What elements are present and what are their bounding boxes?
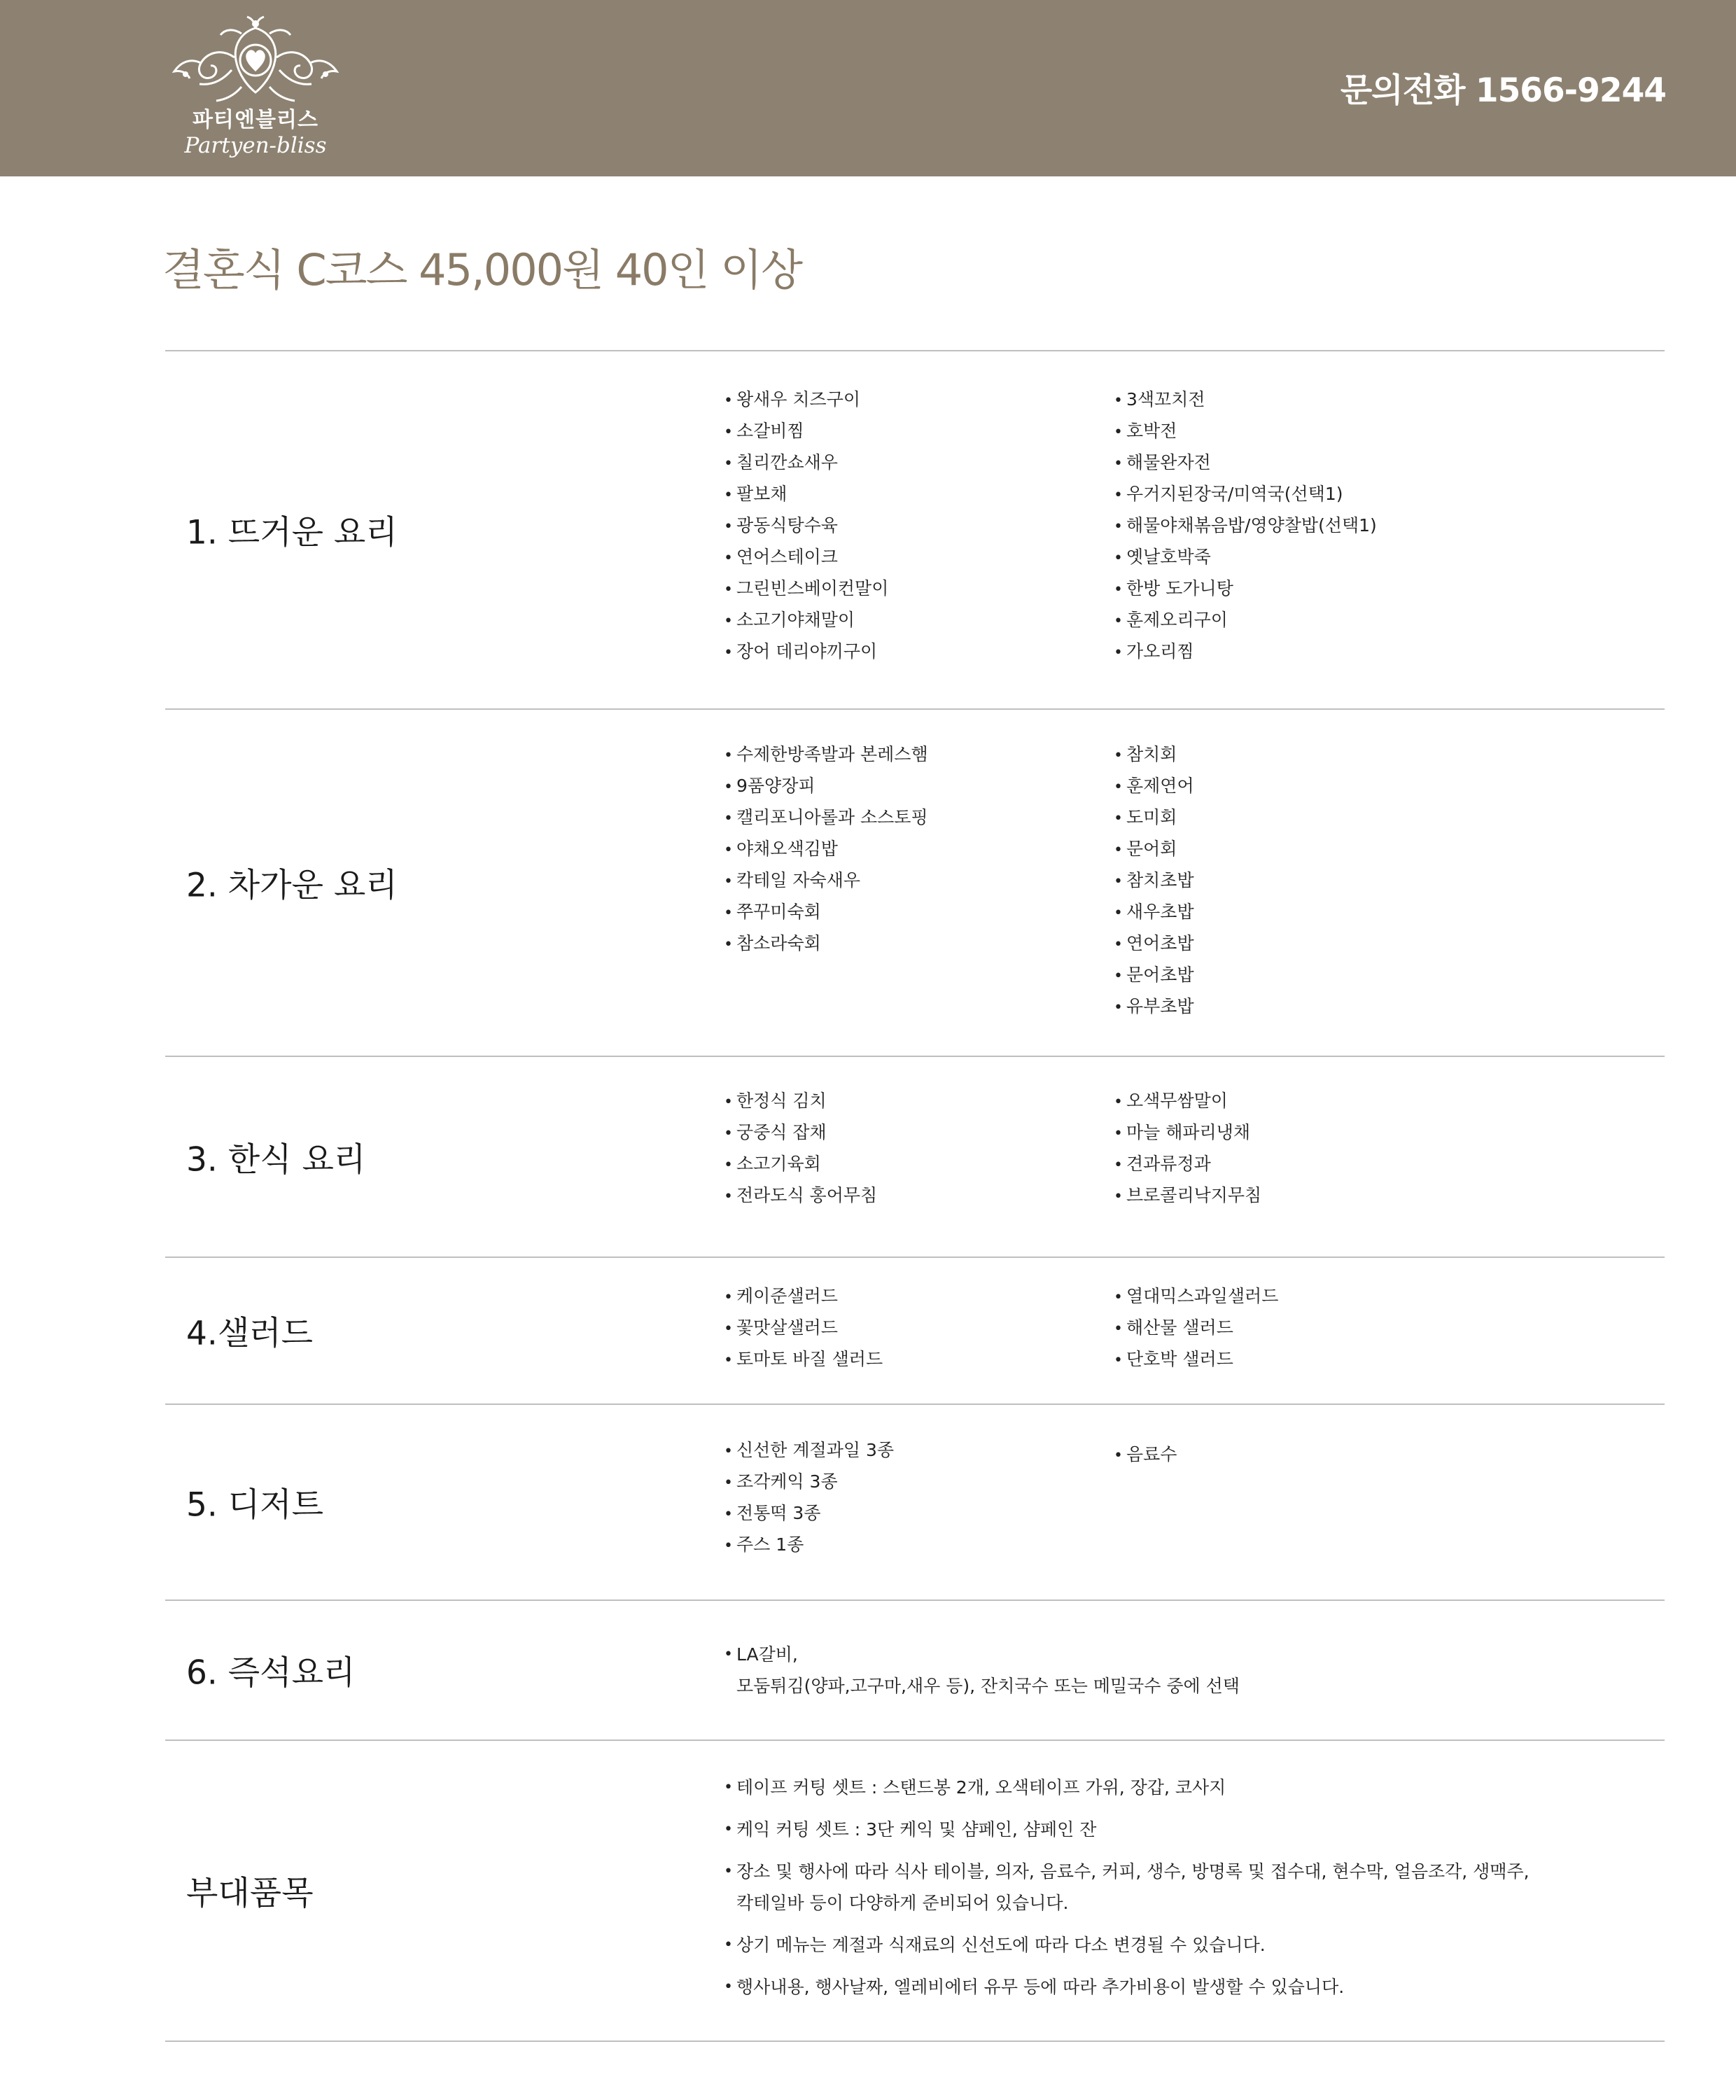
list-item: • 훈제연어 [1114,770,1194,802]
list-item: • 케이준샐러드 [724,1280,883,1312]
list-item: • 견과류정과 [1114,1148,1261,1180]
list-item: • 유부초밥 [1114,990,1194,1022]
menu-column-right [1114,1280,1278,1375]
section-title: 부대품목 [186,1874,314,1913]
section-title: 5. 디저트 [186,1485,323,1525]
section-title: 2. 차가운 요리 [186,866,398,905]
list-item: • 소고기야채말이 [724,604,888,636]
list-item: • 궁중식 잡채 [724,1116,877,1148]
list-item: • 광동식탕수육 [724,510,888,541]
menu-section-live-station [165,1601,1665,1741]
note-item [724,1772,1530,1803]
menu-section-salad [165,1258,1665,1405]
list-item: • 오색무쌈말이 [1114,1085,1261,1116]
note-line: • 상기 메뉴는 계절과 식재료의 신선도에 따라 다소 변경될 수 있습니다. [736,1935,1266,1955]
menu-section-extras [165,1741,1665,2042]
list-item-line: 모둠튀김(양파,고구마,새우 등), 잔치국수 또는 메밀국수 중에 선택 [736,1676,1240,1696]
note-item [724,1929,1530,1961]
list-item-line: • LA갈비, [736,1644,798,1665]
list-item: • 캘리포니아롤과 소스토핑 [724,802,928,833]
list-item: • 주스 1종 [724,1529,894,1560]
list-item: • 9품양장피 [724,770,928,802]
list-item: • 토마토 바질 샐러드 [724,1343,883,1375]
menu-column-left [724,1280,883,1375]
list-item: • 장어 데리야끼구이 [724,636,888,667]
menu-column-right [1114,1438,1177,1470]
list-item: • 해물야채볶음밥/영양찰밥(선택1) [1114,510,1377,541]
contact-phone[interactable]: 문의전화 1566-9244 [1340,71,1666,110]
note-line: • 행사내용, 행사날짜, 엘레비에터 유무 등에 따라 추가비용이 발생할 수 있습니다. [736,1977,1345,1997]
menu-column-right [1114,738,1194,1022]
list-item: • 연어초밥 [1114,927,1194,959]
section-title: 3. 한식 요리 [186,1140,366,1179]
list-item: • 전통떡 3종 [724,1497,894,1529]
list-item: • 3색꼬치전 [1114,384,1377,415]
list-item: • 훈제오리구이 [1114,604,1377,636]
brand-logo[interactable] [161,14,350,164]
menu-column-left [724,384,888,667]
note-line: • 테이프 커팅 셋트 : 스탠드봉 2개, 오색테이프 가위, 장갑, 코사지 [736,1777,1226,1798]
list-item: • 우거지된장국/미역국(선택1) [1114,478,1377,510]
note-line: • 장소 및 행사에 따라 식사 테이블, 의자, 음료수, 커피, 생수, 방명록 및 접수대, 현수막, 얼음조각, 생맥주, [736,1861,1530,1882]
list-item: • 칠리깐쇼새우 [724,447,888,478]
list-item: • 단호박 샐러드 [1114,1343,1278,1375]
list-item: • 한정식 김치 [724,1085,877,1116]
menu-section-hot [165,351,1665,710]
menu-table [165,350,1665,2042]
list-item: • 팔보채 [724,478,888,510]
menu-column-left [724,1639,1240,1702]
menu-section-korean [165,1057,1665,1258]
list-item: • 한방 도가니탕 [1114,573,1377,604]
menu-section-cold [165,710,1665,1057]
list-item: • 문어회 [1114,833,1194,864]
site-header [0,0,1736,176]
logo-english-text: Partyen-bliss [184,133,327,158]
list-item: • 해물완자전 [1114,447,1377,478]
list-item: • 참소라숙회 [724,927,928,959]
note-line: • 케익 커팅 셋트 : 3단 케익 및 샴페인, 샴페인 잔 [736,1819,1097,1840]
list-item: • 소고기육회 [724,1148,877,1180]
list-item: • 칵테일 자숙새우 [724,864,928,896]
list-item: • 옛날호박죽 [1114,541,1377,573]
menu-column-left [724,1085,877,1211]
list-item: • 연어스테이크 [724,541,888,573]
logo-korean-text: 파티엔블리스 [192,108,318,132]
list-item: • 야채오색김밥 [724,833,928,864]
note-item [724,1814,1530,1845]
menu-section-dessert [165,1405,1665,1601]
list-item: • 가오리찜 [1114,636,1377,667]
list-item: • 참치회 [1114,738,1194,770]
extras-notes [724,1772,1530,2003]
menu-column-right [1114,384,1377,667]
list-item: • 문어초밥 [1114,959,1194,990]
note-item [724,1971,1530,2003]
menu-column-left [724,738,928,959]
section-title: 4.샐러드 [186,1314,314,1353]
list-item: • 음료수 [1114,1438,1177,1470]
list-item: • 쭈꾸미숙회 [724,896,928,927]
menu-column-left [724,1434,894,1560]
list-item: • 수제한방족발과 본레스햄 [724,738,928,770]
list-item: • 브로콜리낙지무침 [1114,1180,1261,1211]
list-item [724,1639,1240,1702]
list-item: • 참치초밥 [1114,864,1194,896]
list-item: • 새우초밥 [1114,896,1194,927]
section-title: 6. 즉석요리 [186,1653,356,1693]
list-item: • 소갈비찜 [724,415,888,447]
ornament-crest-icon [164,14,346,106]
note-item [724,1856,1530,1919]
list-item: • 마늘 해파리냉채 [1114,1116,1261,1148]
list-item: • 해산물 샐러드 [1114,1312,1278,1343]
list-item: • 전라도식 홍어무침 [724,1180,877,1211]
section-title: 1. 뜨거운 요리 [186,513,398,552]
list-item: • 호박전 [1114,415,1377,447]
menu-column-right [1114,1085,1261,1211]
list-item: • 도미회 [1114,802,1194,833]
list-item: • 열대믹스과일샐러드 [1114,1280,1278,1312]
note-line: 칵테일바 등이 다양하게 준비되어 있습니다. [736,1893,1069,1913]
list-item: • 꽃맛살샐러드 [724,1312,883,1343]
list-item: • 왕새우 치즈구이 [724,384,888,415]
list-item: • 그린빈스베이컨말이 [724,573,888,604]
list-item: • 신선한 계절과일 3종 [724,1434,894,1466]
list-item: • 조각케익 3종 [724,1466,894,1497]
page-title: 결혼식 C코스 45,000원 40인 이상 [162,244,802,295]
